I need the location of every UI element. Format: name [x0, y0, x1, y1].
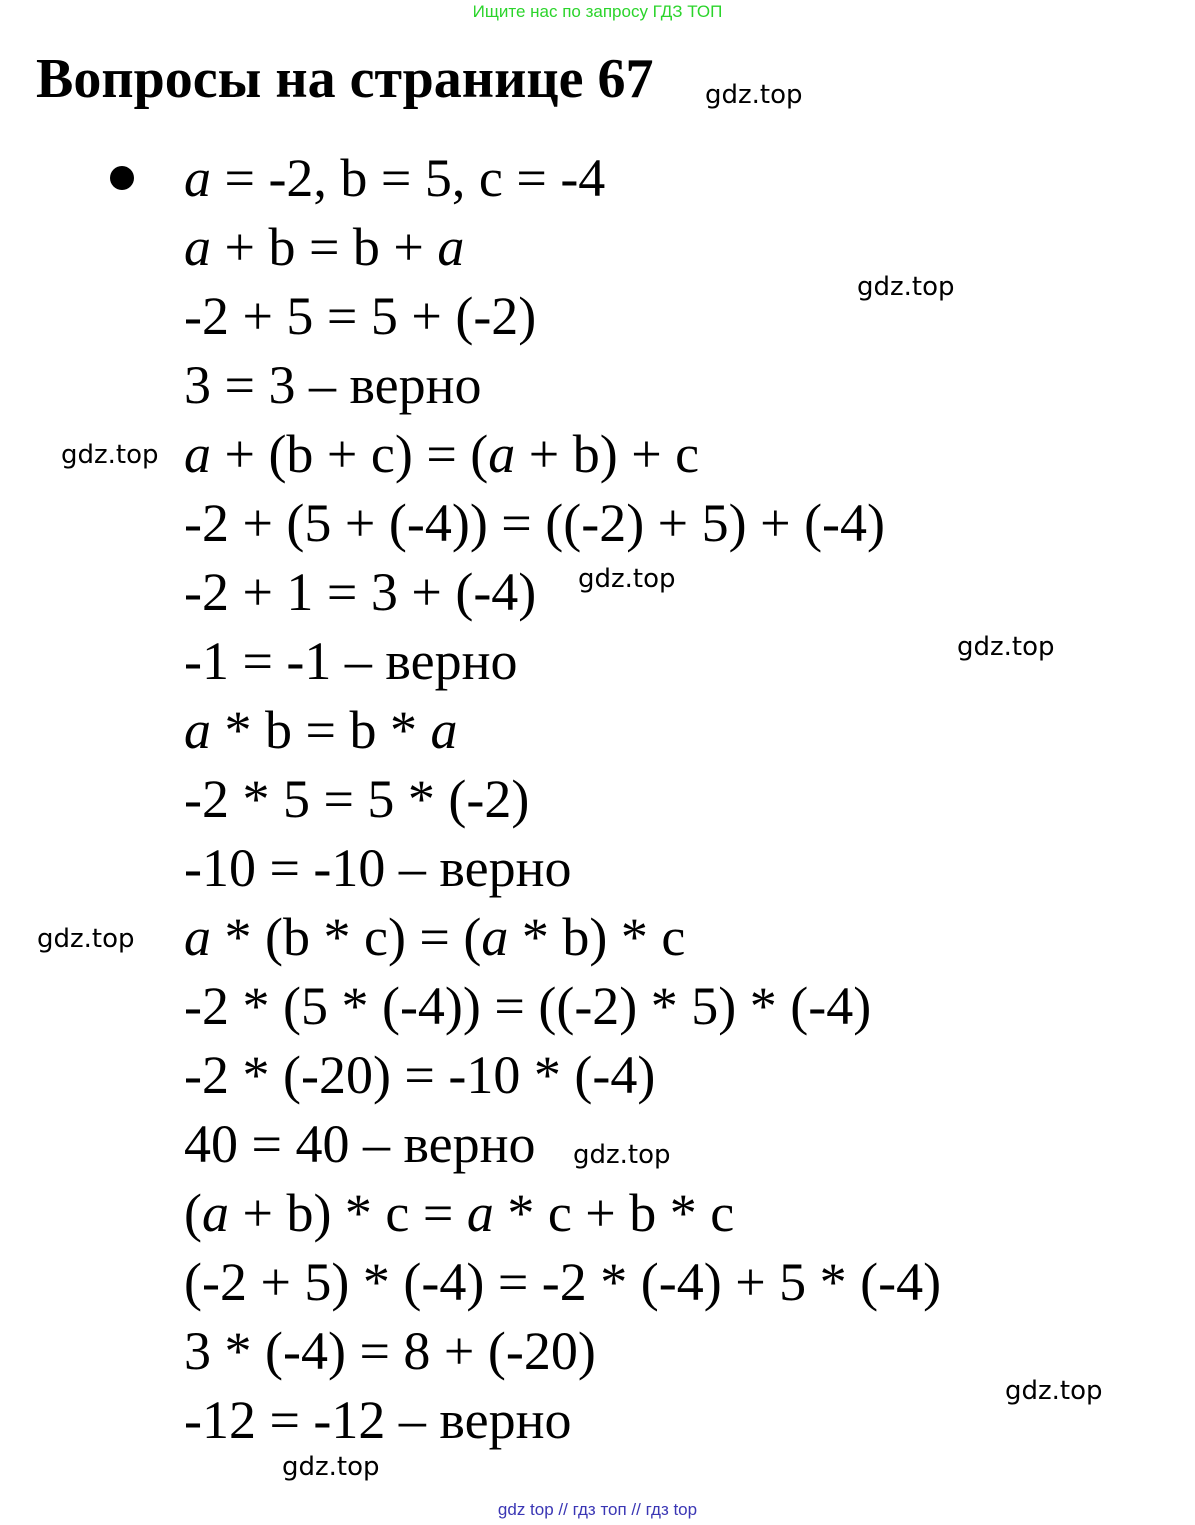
equation-text: -2 * (-20) = -10 * (-4) [184, 1045, 656, 1105]
equation-text: + (b + c) = ( [211, 424, 489, 484]
equation-text: -2 + 1 = 3 + (-4) [184, 562, 537, 622]
watermark: gdz.top [282, 1452, 380, 1482]
variable-a: a [184, 907, 211, 967]
variable-a: a [430, 700, 458, 760]
equation-text: * (b * c) = ( [211, 907, 482, 967]
watermark: gdz.top [1005, 1376, 1103, 1406]
equation-line [184, 1179, 941, 1248]
page-title: Вопросы на странице 67 [36, 48, 654, 110]
equation-line [184, 489, 941, 558]
variable-a: a [466, 1183, 494, 1243]
equation-text: -2 * 5 = 5 * (-2) [184, 769, 530, 829]
watermark: gdz.top [578, 564, 676, 594]
equation-text: + b) * c = [228, 1183, 467, 1243]
equation-line [184, 213, 941, 282]
equation-text: -12 = -12 – верно [184, 1390, 572, 1450]
variable-a: a [184, 700, 211, 760]
equation-line [184, 144, 941, 213]
equation-line [184, 1386, 941, 1455]
equation-line [184, 903, 941, 972]
equation-line [184, 765, 941, 834]
watermark: gdz.top [37, 924, 135, 954]
equation-text: 3 * (-4) = 8 + (-20) [184, 1321, 596, 1381]
equation-text: -2 + 5 = 5 + (-2) [184, 286, 537, 346]
equation-text: + b = b + [211, 217, 438, 277]
equation-line [184, 1110, 941, 1179]
equation-line [184, 1041, 941, 1110]
equation-text: -2 * (5 * (-4)) = ((-2) * 5) * (-4) [184, 976, 872, 1036]
equation-line [184, 1248, 941, 1317]
equation-line [184, 972, 941, 1041]
equation-text: * b) * c [508, 907, 686, 967]
equation-line [184, 282, 941, 351]
equation-text: -10 = -10 – верно [184, 838, 572, 898]
variable-a: a [437, 217, 465, 277]
watermark: gdz.top [857, 272, 955, 302]
bullet-icon [110, 166, 134, 190]
equation-line [184, 351, 941, 420]
equation-line [184, 558, 941, 627]
equation-line [184, 696, 941, 765]
watermark: gdz.top [61, 440, 159, 470]
watermark: gdz.top [957, 632, 1055, 662]
equation-text: (-2 + 5) * (-4) = -2 * (-4) + 5 * (-4) [184, 1252, 942, 1312]
variable-a: a [201, 1183, 229, 1243]
variable-a: a [184, 217, 211, 277]
variable-a: a [488, 424, 516, 484]
equation-text: = -2, b = 5, c = -4 [211, 148, 606, 208]
equation-text: -2 + (5 + (-4)) = ((-2) + 5) + (-4) [184, 493, 886, 553]
top-banner[interactable]: Ищите нас по запросу ГДЗ ТОП [472, 2, 723, 21]
equation-text: * b = b * [211, 700, 431, 760]
equation-line [184, 1317, 941, 1386]
watermark: gdz.top [573, 1140, 671, 1170]
variable-a: a [184, 148, 211, 208]
equation-text: 3 = 3 – верно [184, 355, 482, 415]
equation-line [184, 834, 941, 903]
watermark: gdz.top [705, 80, 803, 110]
footer-links[interactable]: gdz top // гдз топ // гдз top [497, 1500, 698, 1519]
variable-a: a [481, 907, 509, 967]
equation-list [184, 144, 941, 1455]
equation-text: 40 = 40 – верно [184, 1114, 536, 1174]
equation-text: + b) + c [515, 424, 700, 484]
equation-line [184, 420, 941, 489]
equation-text: * c + b * c [493, 1183, 735, 1243]
equation-line [184, 627, 941, 696]
variable-a: a [184, 424, 211, 484]
equation-text: ( [184, 1183, 202, 1243]
equation-text: -1 = -1 – верно [184, 631, 518, 691]
